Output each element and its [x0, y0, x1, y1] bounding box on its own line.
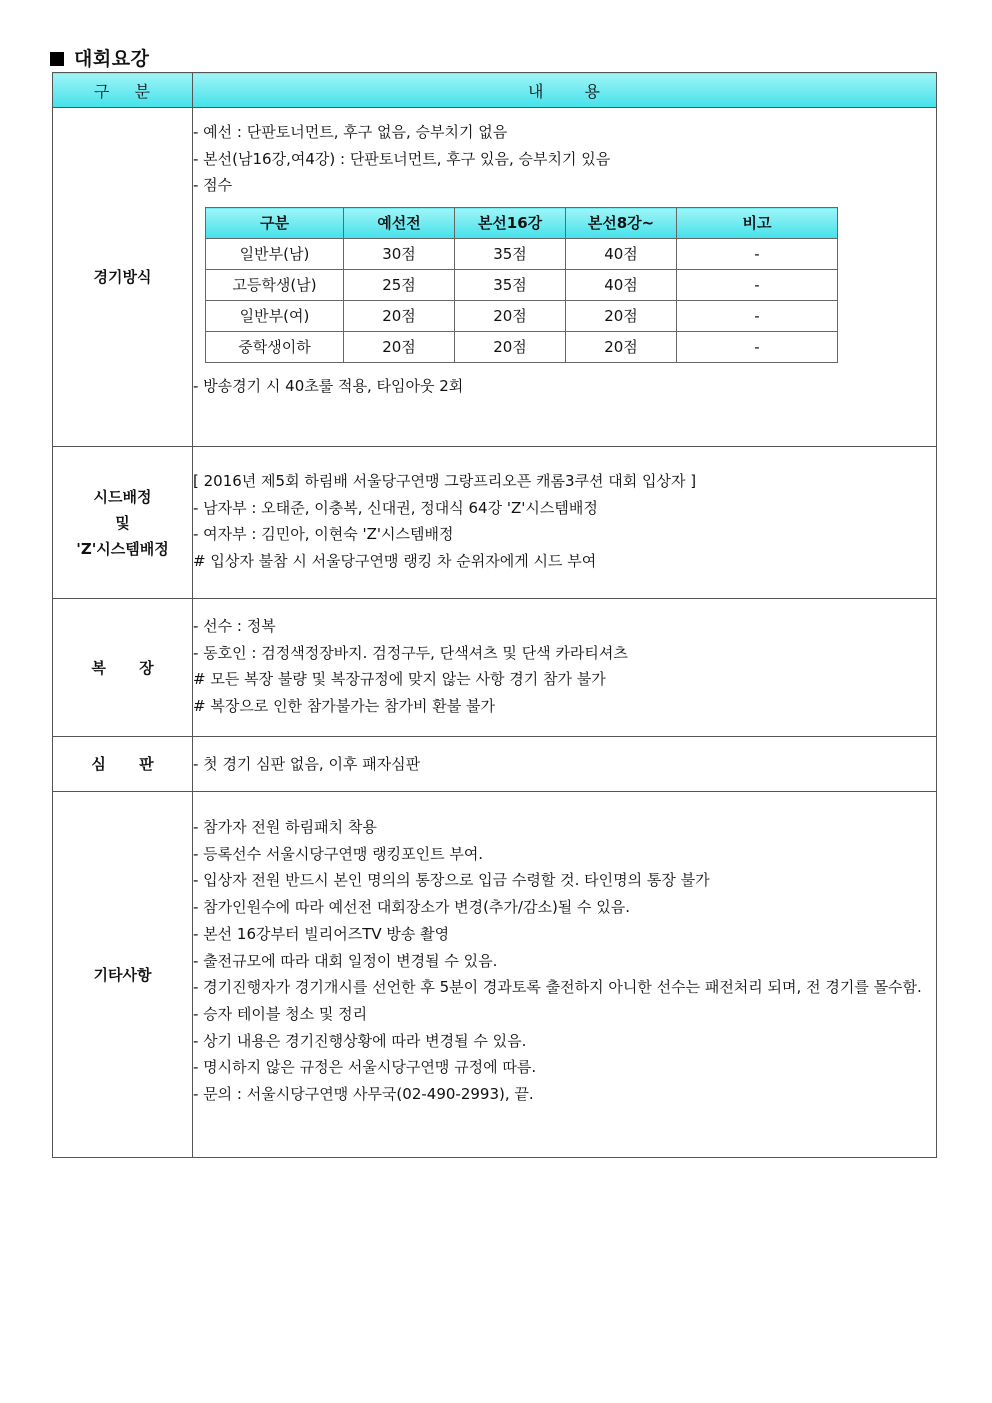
score-header-cell: 비고 [677, 208, 838, 239]
row-referee [53, 737, 937, 792]
section-heading [50, 44, 149, 71]
competition-rules-table [52, 72, 937, 1158]
table-cell: - [677, 301, 838, 332]
section-heading-text: 대회요강 [74, 48, 150, 70]
label-line: 'Z'시스템배정 [76, 539, 169, 558]
label-seeding [53, 447, 193, 599]
table-cell: - [677, 239, 838, 270]
table-cell: 20점 [566, 301, 677, 332]
score-header-cell: 본선8강~ [566, 208, 677, 239]
score-table-header [206, 208, 838, 239]
row-match-format [53, 108, 937, 447]
row-seeding [53, 447, 937, 599]
list-item: - 남자부 : 오태준, 이충복, 신대권, 정대식 64강 'Z'시스템배정 [193, 498, 598, 517]
table-cell: 일반부(남) [206, 239, 344, 270]
list-item: - 명시하지 않은 규정은 서울시당구연맹 규정에 따름. [193, 1058, 537, 1077]
content-match-format [193, 108, 937, 447]
label-line: 및 [115, 513, 130, 532]
label-match-format: 경기방식 [53, 108, 193, 447]
list-item: # 입상자 불참 시 서울당구연맹 랭킹 차 순위자에게 시드 부여 [193, 552, 597, 571]
table-cell: 40점 [566, 239, 677, 270]
table-cell: - [677, 332, 838, 363]
list-item: - 참가자 전원 하림패치 착용 [193, 818, 377, 836]
table-cell: 20점 [344, 301, 455, 332]
list-item: - 등록선수 서울시당구연맹 랭킹포인트 부여. [193, 844, 484, 863]
list-item: - 경기진행자가 경기개시를 선언한 후 5분이 경과토록 출전하지 아니한 선수는 패전처리 되며, 전 경기를 몰수함. [193, 978, 922, 997]
list-item: - 승자 테이블 청소 및 정리 [193, 1004, 368, 1023]
score-table [205, 207, 838, 363]
list-item: - 방송경기 시 40초룰 적용, 타임아웃 2회 [193, 377, 464, 396]
list-item: - 참가인원수에 따라 예선전 대회장소가 변경(추가/감소)될 수 있음. [193, 898, 631, 917]
label-other: 기타사항 [53, 792, 193, 1158]
label-attire [53, 599, 193, 737]
list-item: - 입상자 전원 반드시 본인 명의의 통장으로 입금 수령할 것. 타인명의 통장 불가 [193, 871, 710, 890]
table-cell: 중학생이하 [206, 332, 344, 363]
header-category: 구 분 [53, 73, 193, 108]
table-cell: 고등학생(남) [206, 270, 344, 301]
score-header-cell: 구분 [206, 208, 344, 239]
list-item: - 선수 : 정복 [193, 617, 276, 635]
list-item: - 첫 경기 심판 없음, 이후 패자심판 [193, 754, 421, 773]
list-item: - 점수 [193, 176, 233, 195]
label-referee-text: 심 판 [91, 755, 154, 773]
table-cell: 35점 [455, 239, 566, 270]
list-item: - 출전규모에 따라 대회 일정이 변경될 수 있음. [193, 951, 498, 970]
label-attire-text: 복 장 [91, 658, 154, 677]
list-item: - 문의 : 서울시당구연맹 사무국(02-490-2993), 끝. [193, 1085, 534, 1104]
table-cell: - [677, 270, 838, 301]
content-attire [193, 599, 937, 737]
table-cell: 30점 [344, 239, 455, 270]
list-item: - 상기 내용은 경기진행상황에 따라 변경될 수 있음. [193, 1031, 527, 1050]
list-item: [ 2016년 제5회 하림배 서울당구연맹 그랑프리오픈 캐롬3쿠션 대회 입상자 ] [193, 472, 697, 490]
table-row [206, 332, 838, 363]
label-line: 시드배정 [93, 487, 152, 506]
table-header-row [53, 73, 937, 108]
score-header-cell: 예선전 [344, 208, 455, 239]
content-seeding [193, 447, 937, 599]
black-square-icon [50, 52, 64, 66]
table-row [206, 301, 838, 332]
label-referee [53, 737, 193, 792]
list-item: # 복장으로 인한 참가불가는 참가비 환불 불가 [193, 697, 495, 716]
table-row [206, 239, 838, 270]
list-item: - 여자부 : 김민아, 이현숙 'Z'시스템배정 [193, 525, 454, 544]
list-item: - 본선(남16강,여4강) : 단판토너먼트, 후구 있음, 승부치기 있음 [193, 149, 611, 168]
table-cell: 20점 [344, 332, 455, 363]
table-cell: 20점 [566, 332, 677, 363]
content-referee [193, 737, 937, 792]
header-content: 내 용 [193, 73, 937, 108]
table-cell: 40점 [566, 270, 677, 301]
table-cell: 25점 [344, 270, 455, 301]
table-row [206, 270, 838, 301]
row-other [53, 792, 937, 1158]
table-cell: 20점 [455, 301, 566, 332]
table-cell: 20점 [455, 332, 566, 363]
row-attire [53, 599, 937, 737]
content-other [193, 792, 937, 1158]
table-cell: 35점 [455, 270, 566, 301]
score-header-cell: 본선16강 [455, 208, 566, 239]
table-cell: 일반부(여) [206, 301, 344, 332]
list-item: - 본선 16강부터 빌리어즈TV 방송 촬영 [193, 924, 450, 943]
list-item: - 예선 : 단판토너먼트, 후구 없음, 승부치기 없음 [193, 123, 508, 141]
list-item: - 동호인 : 검정색정장바지. 검정구두, 단색셔츠 및 단색 카라티셔츠 [193, 643, 628, 662]
list-item: # 모든 복장 불량 및 복장규정에 맞지 않는 사항 경기 참가 불가 [193, 670, 606, 689]
